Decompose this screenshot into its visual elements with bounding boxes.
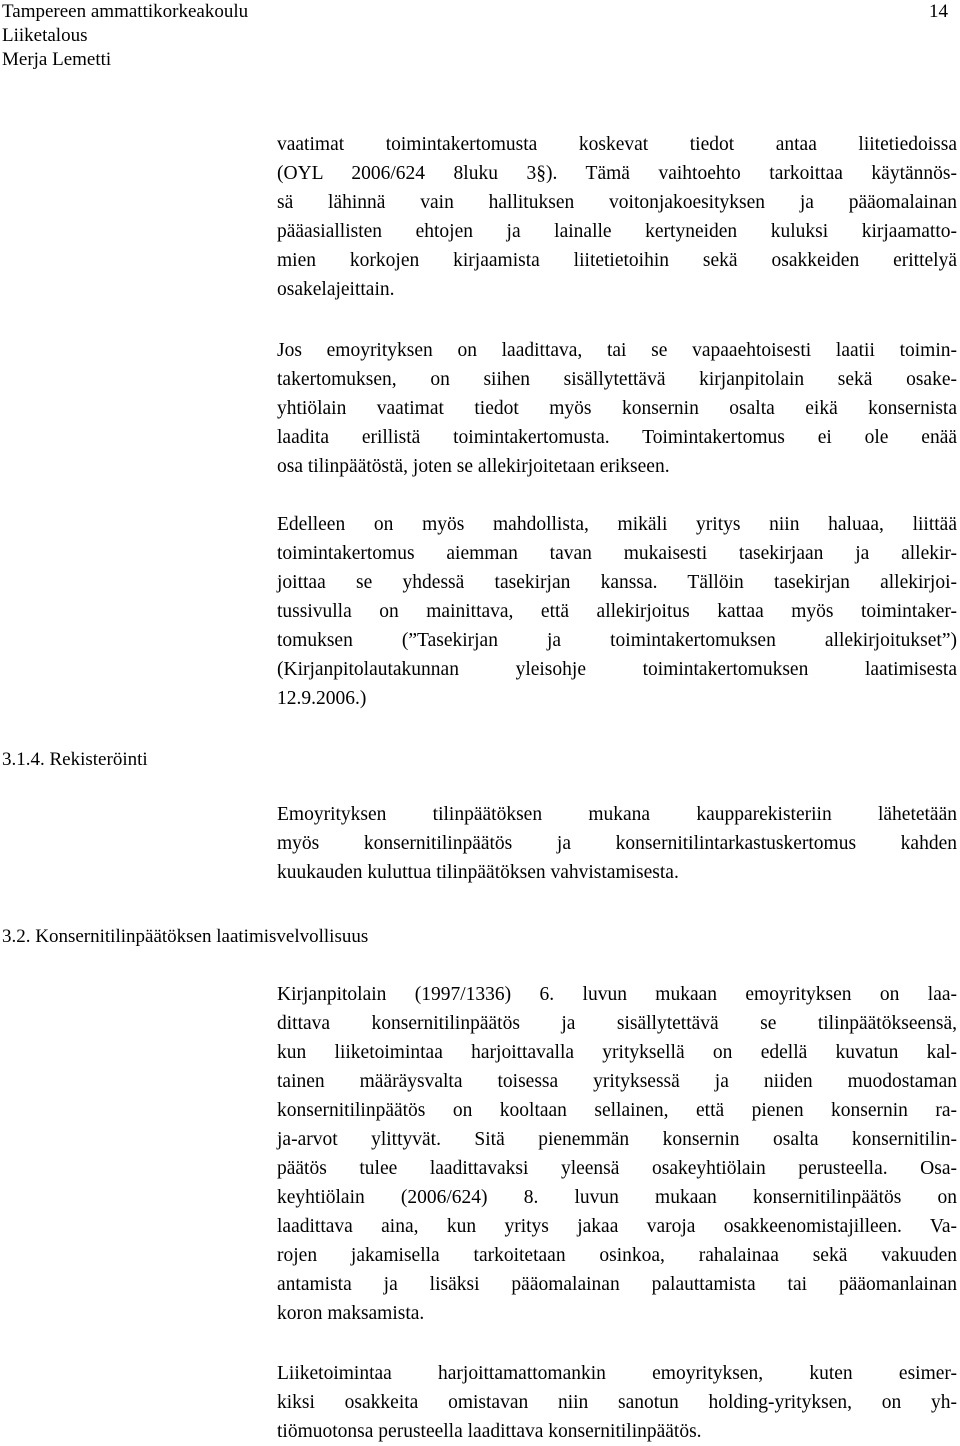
paragraph-line: ja-arvot ylittyvät. Sitä pienemmän konsernin osalta konsernitilin- bbox=[277, 1129, 957, 1150]
paragraph-line: Emoyrityksen tilinpäätöksen mukana kaupparekisteriin lähetetään bbox=[277, 804, 957, 825]
paragraph bbox=[277, 336, 957, 481]
paragraph-line: keyhtiölain (2006/624) 8. luvun mukaan konsernitilinpäätös on bbox=[277, 1187, 957, 1208]
paragraph-line: Jos emoyrityksen on laadittava, tai se vapaaehtoisesti laatii toimin- bbox=[277, 340, 957, 361]
paragraph-line: pääasiallisten ehtojen ja lainalle kertyneiden kuluksi kirjaamatto- bbox=[277, 221, 957, 242]
paragraph-line: kuukauden kuluttua tilinpäätöksen vahvistamisesta. bbox=[277, 862, 679, 883]
header-author: Merja Lemetti bbox=[2, 49, 112, 70]
paragraph-line: dittava konsernitilinpäätös ja sisällytettävä se tilinpäätökseensä, bbox=[277, 1013, 957, 1034]
paragraph-line: tainen määräysvalta toisessa yrityksessä ja niiden muodostaman bbox=[277, 1071, 957, 1092]
paragraph-line: antamista ja lisäksi pääomalainan palauttamista tai pääomanlainan bbox=[277, 1274, 957, 1295]
paragraph-line: Edelleen on myös mahdollista, mikäli yritys niin haluaa, liittää bbox=[277, 514, 957, 535]
paragraph bbox=[277, 980, 957, 1328]
paragraph-line: sä lähinnä vain hallituksen voitonjakoesityksen ja pääomalainan bbox=[277, 192, 957, 213]
paragraph-line: rojen jakamisella tarkoitetaan osinkoa, rahalainaa sekä vakuuden bbox=[277, 1245, 957, 1266]
paragraph-line: (Kirjanpitolautakunnan yleisohje toimintakertomuksen laatimisesta bbox=[277, 659, 957, 680]
paragraph-line: yhtiölain vaatimat tiedot myös konsernin osalta eikä konsernista bbox=[277, 398, 957, 419]
paragraph-line: 12.9.2006.) bbox=[277, 688, 367, 709]
paragraph-line: joittaa se yhdessä tasekirjan kanssa. Tällöin tasekirjan allekirjoi- bbox=[277, 572, 957, 593]
paragraph-line: takertomuksen, on siihen sisällytettävä kirjanpitolain sekä osake- bbox=[277, 369, 957, 390]
header-department: Liiketalous bbox=[2, 25, 88, 46]
paragraph-line: toimintakertomus aiemman tavan mukaisesti tasekirjaan ja allekir- bbox=[277, 543, 957, 564]
paragraph-line: vaatimat toimintakertomusta koskevat tiedot antaa liitetiedoissa bbox=[277, 134, 957, 155]
paragraph-line: osakelajeittain. bbox=[277, 279, 395, 300]
page-header bbox=[2, 0, 952, 72]
paragraph-line: koron maksamista. bbox=[277, 1303, 425, 1324]
paragraph-line: tiömuotonsa perusteella laadittava konsernitilinpäätös. bbox=[277, 1421, 702, 1442]
paragraph-line: kun liiketoimintaa harjoittavalla yrityksellä on edellä kuvatun kal- bbox=[277, 1042, 957, 1063]
paragraph-line: päätös tulee laadittavaksi yleensä osakeyhtiölain perusteella. Osa- bbox=[277, 1158, 957, 1179]
paragraph-line: Liiketoimintaa harjoittamattomankin emoyrityksen, kuten esimer- bbox=[277, 1363, 957, 1384]
paragraph-line: (OYL 2006/624 8luku 3§). Tämä vaihtoehto tarkoittaa käytännös- bbox=[277, 163, 957, 184]
paragraph-line: Kirjanpitolain (1997/1336) 6. luvun mukaan emoyrityksen on laa- bbox=[277, 984, 957, 1005]
paragraph-line: laadita erillistä toimintakertomusta. Toimintakertomus ei ole enää bbox=[277, 427, 957, 448]
paragraph-line: mien korkojen kirjaamista liitetietoihin sekä osakkeiden erittelyä bbox=[277, 250, 957, 271]
paragraph-line: tussivulla on mainittava, että allekirjoitus kattaa myös toimintaker- bbox=[277, 601, 957, 622]
paragraph bbox=[277, 800, 957, 887]
paragraph bbox=[277, 510, 957, 713]
paragraph bbox=[277, 130, 957, 304]
section-heading-consolidation-duty: 3.2. Konsernitilinpäätöksen laatimisvelvollisuus bbox=[2, 926, 369, 947]
paragraph bbox=[277, 1359, 957, 1446]
paragraph-line: osa tilinpäätöstä, joten se allekirjoitetaan erikseen. bbox=[277, 456, 670, 477]
section-heading-registration: 3.1.4. Rekisteröinti bbox=[2, 749, 148, 770]
paragraph-line: konsernitilinpäätös on kooltaan sellainen, että pienen konsernin ra- bbox=[277, 1100, 957, 1121]
paragraph-line: myös konsernitilinpäätös ja konsernitilintarkastuskertomus kahden bbox=[277, 833, 957, 854]
paragraph-line: laadittava aina, kun yritys jakaa varoja osakkeenomistajilleen. Va- bbox=[277, 1216, 957, 1237]
page-number: 14 bbox=[929, 1, 948, 22]
header-institution: Tampereen ammattikorkeakoulu bbox=[2, 1, 249, 22]
paragraph-line: kiksi osakkeita omistavan niin sanotun holding-yrityksen, on yh- bbox=[277, 1392, 957, 1413]
paragraph-line: tomuksen (”Tasekirjan ja toimintakertomuksen allekirjoitukset”) bbox=[277, 630, 957, 651]
